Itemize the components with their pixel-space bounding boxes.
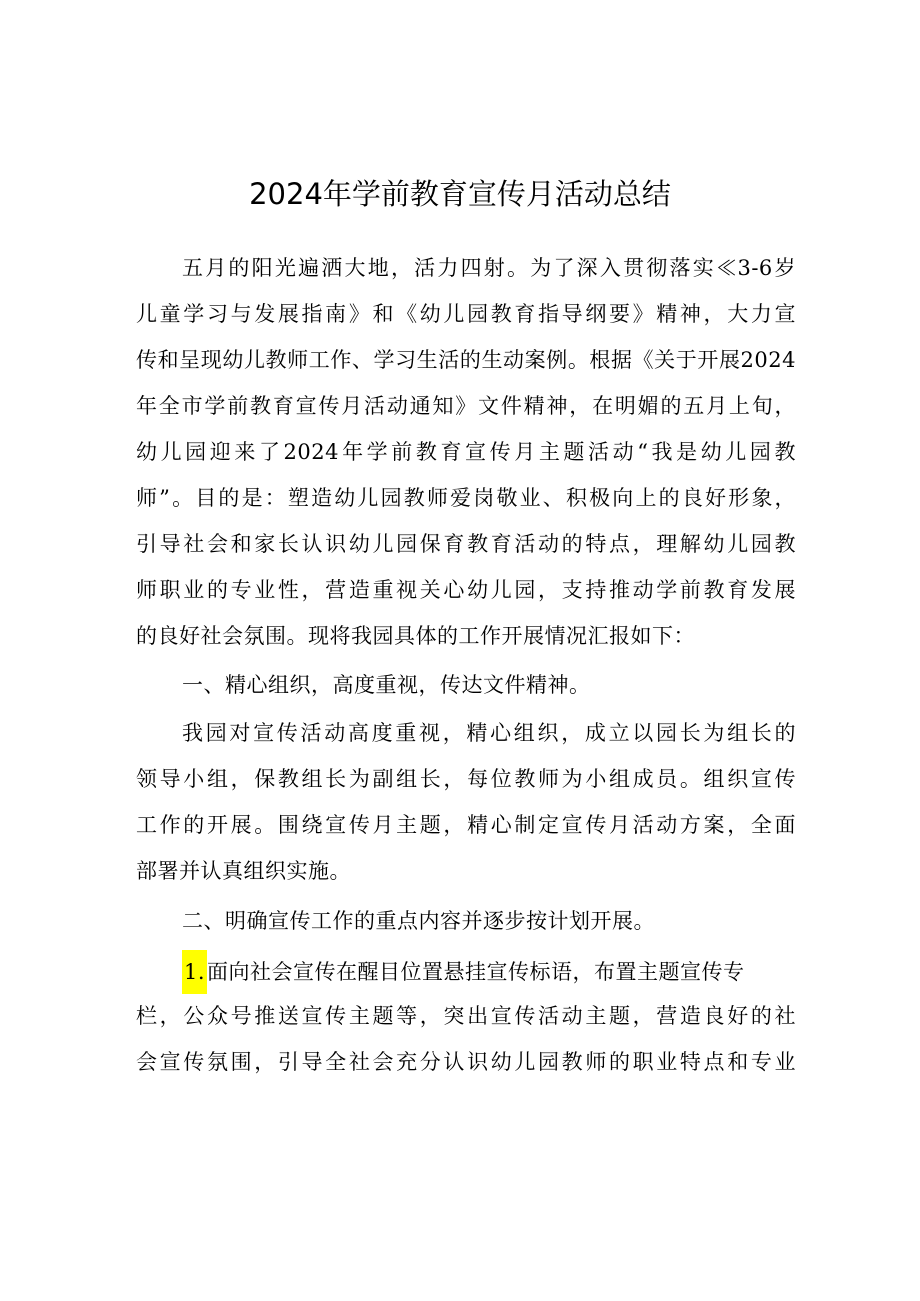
highlighted-list-marker: 1. [182, 950, 207, 994]
section-2-line-2: 栏，公众号推送宣传主题等，突出宣传活动主题，营造良好的社 [136, 1004, 796, 1028]
document-title: 2024年学前教育宣传月活动总结 [249, 177, 671, 211]
intro-line-3: 传和呈现幼儿教师工作、学习生活的生动案例。根据《关于开展2024 [136, 348, 796, 372]
section-1-line-1: 我园对宣传活动高度重视，精心组织，成立以园长为组长的 [182, 721, 796, 745]
section-1-line-4: 部署并认真组织实施。 [136, 859, 351, 883]
section-1-line-3: 工作的开展。围绕宣传月主题，精心制定宣传月活动方案，全面 [136, 813, 796, 837]
intro-line-8: 师职业的专业性，营造重视关心幼儿园，支持推动学前教育发展 [136, 578, 796, 602]
intro-line-5: 幼儿园迎来了2024年学前教育宣传月主题活动“我是幼儿园教 [136, 440, 796, 464]
section-2-item-1-line-1 [182, 950, 796, 990]
intro-line-2: 儿童学习与发展指南》和《幼儿园教育指导纲要》精神，大力宣 [136, 302, 796, 326]
intro-line-9: 的良好社会氛围。现将我园具体的工作开展情况汇报如下： [136, 624, 695, 648]
intro-line-1: 五月的阳光遍洒大地，活力四射。为了深入贯彻落实≪3-6岁 [182, 256, 796, 280]
section-1-line-2: 领导小组，保教组长为副组长，每位教师为小组成员。组织宣传 [136, 767, 796, 791]
section-2-line-3: 会宣传氛围，引导全社会充分认识幼儿园教师的职业特点和专业 [136, 1050, 796, 1074]
section-2-heading: 二、明确宣传工作的重点内容并逐步按计划开展。 [182, 909, 655, 933]
intro-line-4: 年全市学前教育宣传月活动通知》文件精神，在明媚的五月上旬， [136, 394, 796, 418]
section-2-item-1-text: 面向社会宣传在醒目位置悬挂宣传标语，布置主题宣传专 [207, 960, 745, 984]
intro-line-7: 引导社会和家长认识幼儿园保育教育活动的特点，理解幼儿园教 [136, 532, 796, 556]
intro-line-6: 师”。目的是：塑造幼儿园教师爱岗敬业、积极向上的良好形象， [136, 486, 796, 510]
section-1-heading: 一、精心组织，高度重视，传达文件精神。 [182, 673, 591, 697]
